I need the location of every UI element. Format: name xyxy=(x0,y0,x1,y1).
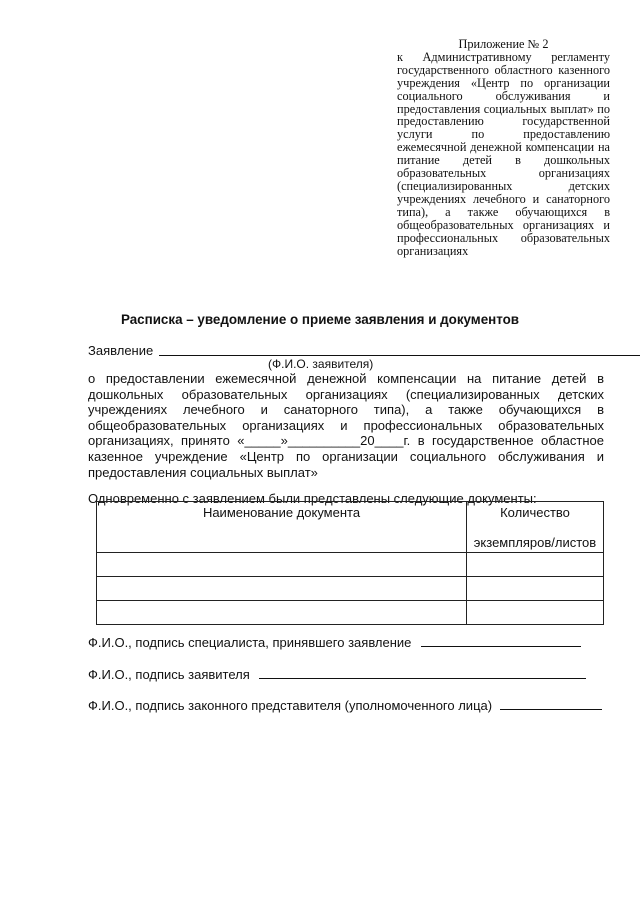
document-heading: Расписка – уведомление о приеме заявления и документов xyxy=(120,312,520,327)
column-header-document-name: Наименование документа xyxy=(97,502,467,553)
appendix-body: к Административному регламенту государственного областного казенного учреждения «Центр по организации социального обслуживания и предоставления социальных выплат» по предоставлению государственной услуги по предоставлению ежемесячной денежной компенсации на питание детей в дошкольных образовательных организациях (специализированных детских учреждениях лечебного и санаторного типа), а также обучающихся в общеобразовательных организациях и профессиональных образовательных организациях xyxy=(397,49,610,258)
signature-representative-field[interactable] xyxy=(500,697,602,710)
table-row xyxy=(97,601,604,625)
statement-row xyxy=(88,343,608,358)
signature-applicant-label: Ф.И.О., подпись заявителя xyxy=(88,667,250,682)
signature-representative-row xyxy=(88,697,602,713)
signature-specialist-label: Ф.И.О., подпись специалиста, принявшего заявление xyxy=(88,635,412,650)
documents-table-header xyxy=(97,502,604,553)
signature-representative-label: Ф.И.О., подпись законного представителя (уполномоченного лица) xyxy=(88,698,493,713)
document-qty-cell[interactable] xyxy=(467,553,604,577)
document-name-cell[interactable] xyxy=(97,553,467,577)
column-header-quantity-line1: Количество xyxy=(500,505,570,520)
statement-label: Заявление xyxy=(88,343,154,358)
table-row xyxy=(97,553,604,577)
document-qty-cell[interactable] xyxy=(467,577,604,601)
appendix-title: Приложение № 2 xyxy=(458,37,549,51)
document-qty-cell[interactable] xyxy=(467,601,604,625)
signature-specialist-field[interactable] xyxy=(421,634,581,647)
signature-applicant-row xyxy=(88,666,586,682)
document-name-cell[interactable] xyxy=(97,601,467,625)
applicant-name-hint: (Ф.И.О. заявителя) xyxy=(268,357,374,371)
documents-table xyxy=(96,501,604,625)
signature-applicant-field[interactable] xyxy=(259,666,586,679)
appendix-block xyxy=(397,38,610,257)
table-row xyxy=(97,577,604,601)
statement-paragraph: о предоставлении ежемесячной денежной компенсации на питание детей в дошкольных образовательных организациях (специализированных детских учреждениях лечебного и санаторного типа), а также обучающихся в общеобразовательных организациях и профессиональных образовательных организациях, принято «_____»__________20____г. в государственное областное казенное учреждение «Центр по организации социального обслуживания и предоставления социальных выплат» xyxy=(88,371,604,480)
documents-intro: Одновременно с заявлением были представлены следующие документы: xyxy=(88,491,537,506)
scan-artifacts xyxy=(0,0,640,6)
document-name-cell[interactable] xyxy=(97,577,467,601)
column-header-quantity xyxy=(467,502,604,553)
column-header-quantity-line2: экземпляров/листов xyxy=(473,535,597,550)
signature-specialist-row xyxy=(88,634,581,650)
applicant-name-field[interactable] xyxy=(159,355,640,356)
